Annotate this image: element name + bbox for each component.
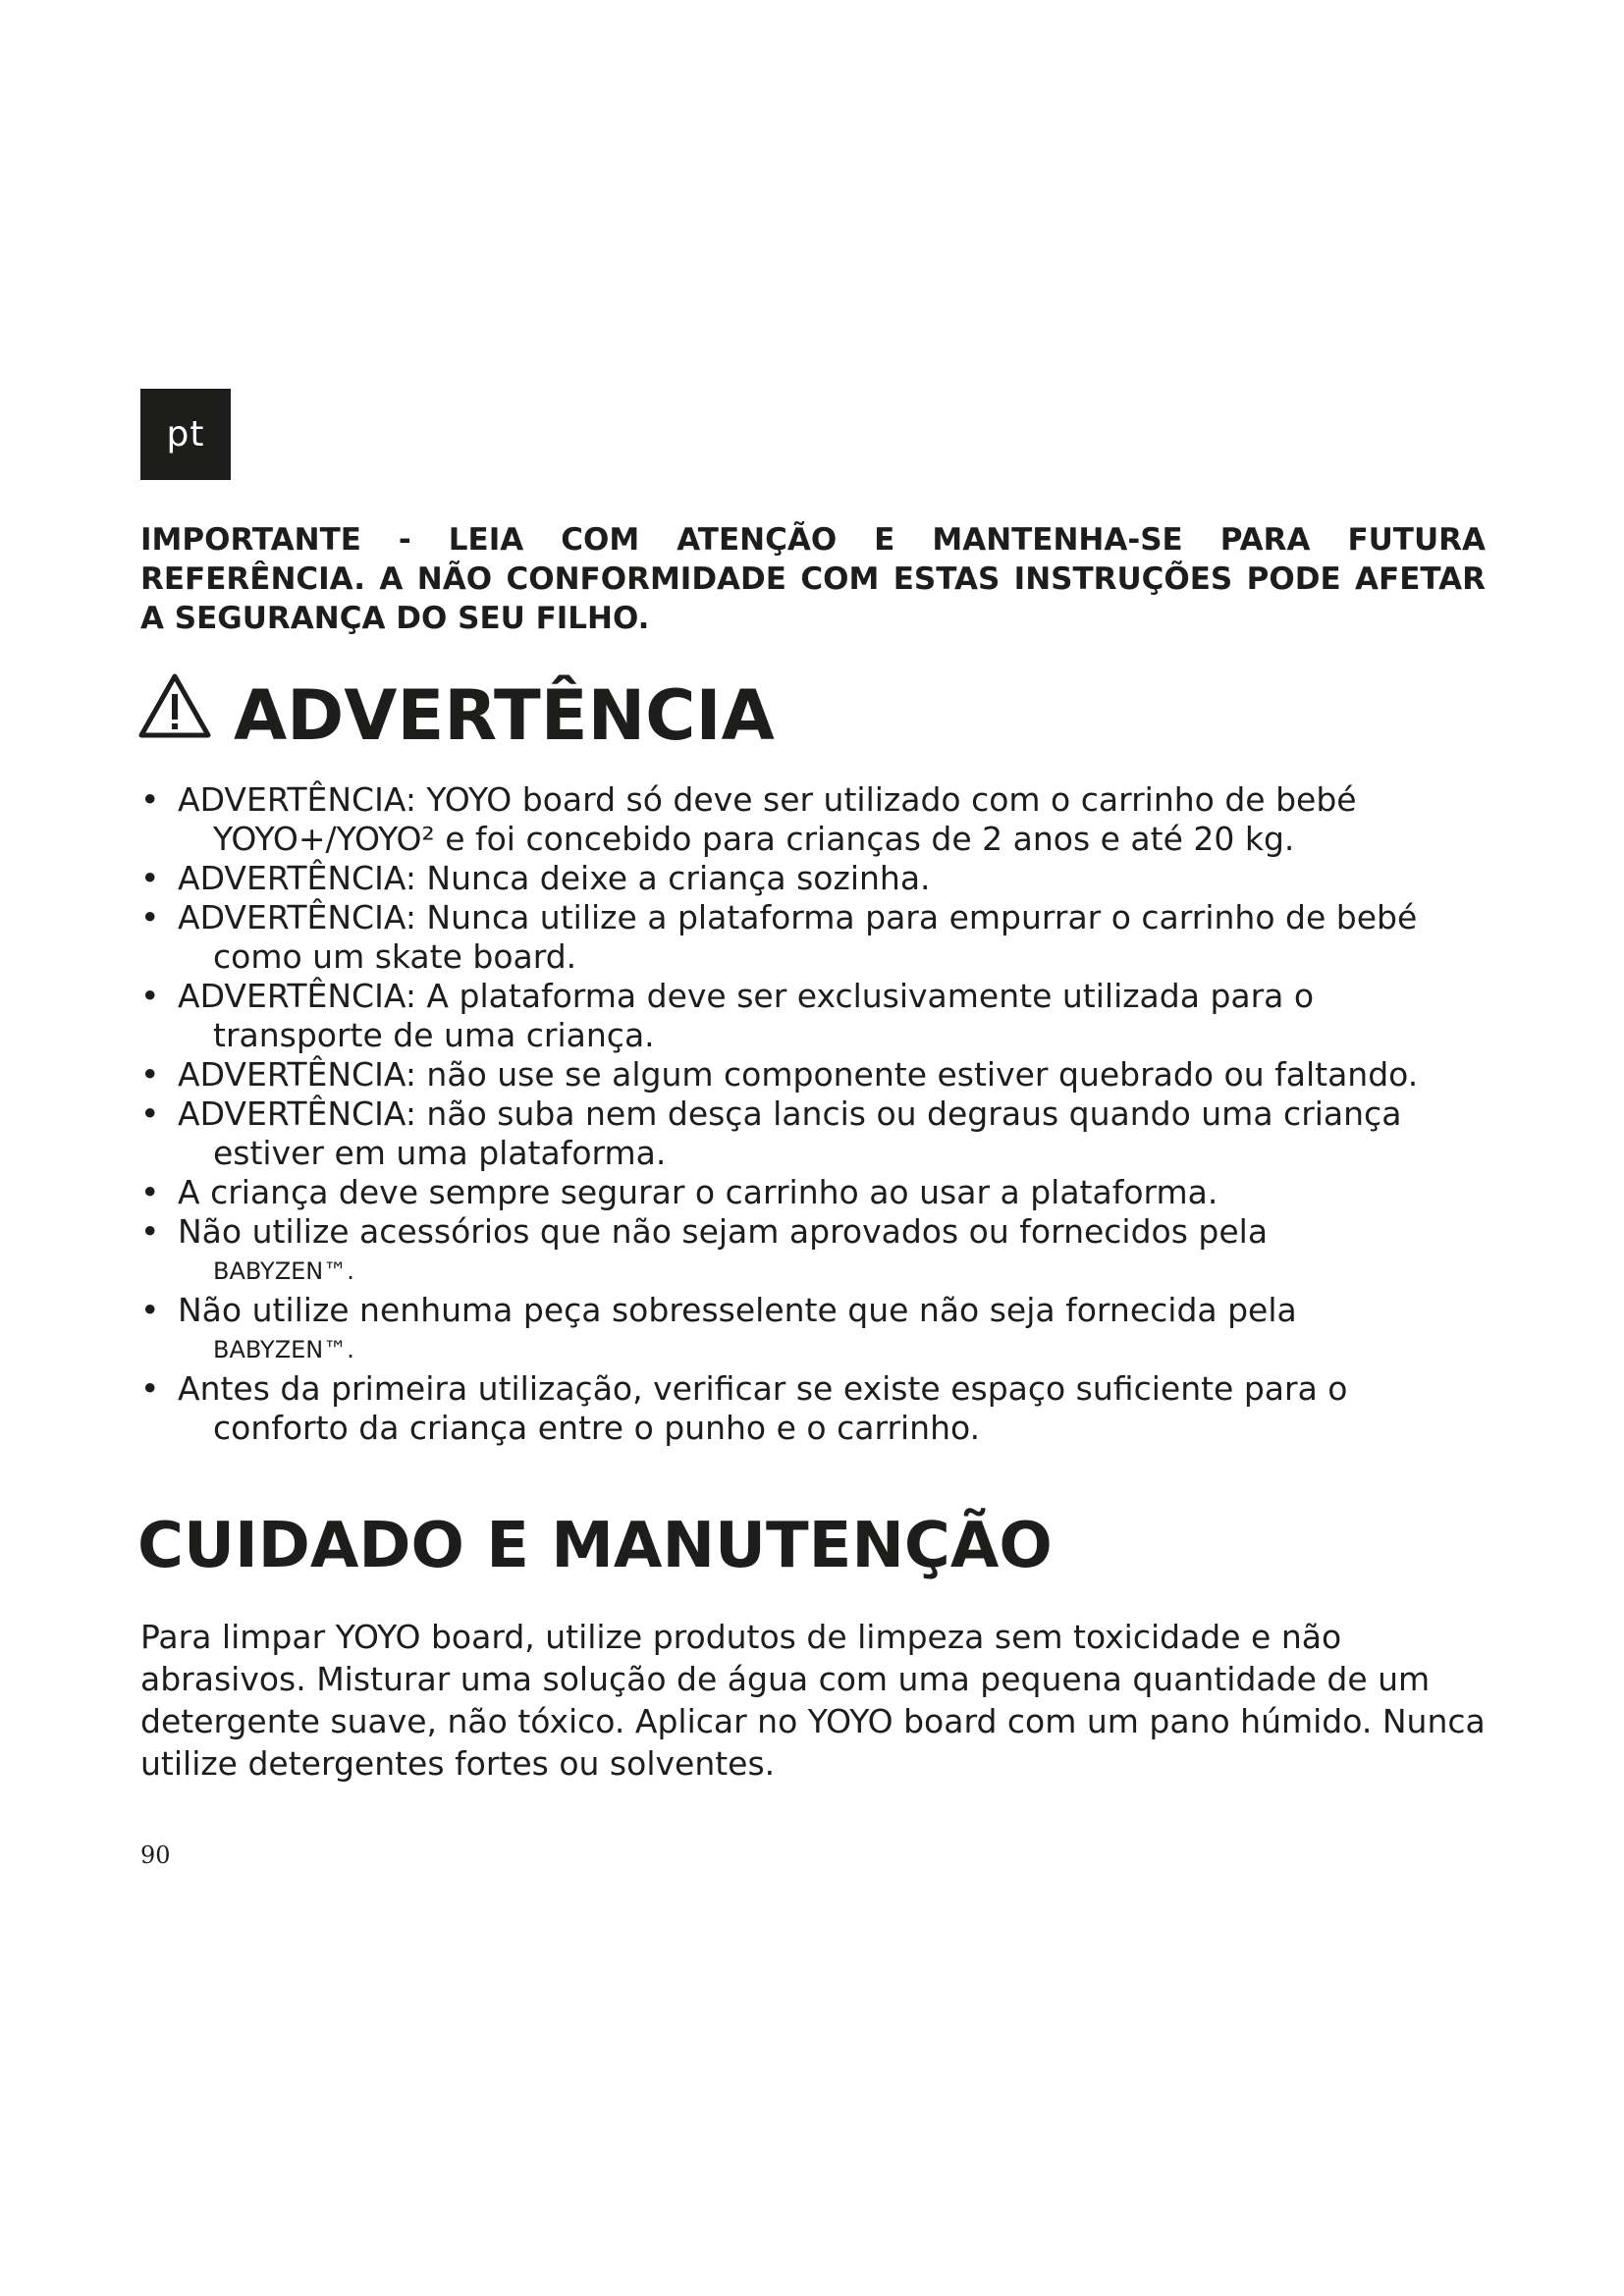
warning-text-continued: conforto da criança entre o punho e o carrinho. xyxy=(213,1409,981,1447)
list-item xyxy=(140,780,1486,859)
language-tab xyxy=(140,389,231,480)
warning-title: ADVERTÊNCIA xyxy=(234,675,775,756)
care-heading: CUIDADO E MANUTENÇÃO xyxy=(137,1510,1053,1582)
bullet: • xyxy=(140,780,160,819)
bullet: • xyxy=(140,977,160,1015)
warning-text: ADVERTÊNCIA: Nunca utilize a plataforma para empurrar o carrinho de bebé xyxy=(178,898,1418,936)
list-item xyxy=(140,1212,1486,1291)
warning-text: A criança deve sempre segurar o carrinho ao usar a plataforma. xyxy=(178,1173,1218,1211)
language-tab-label: pt xyxy=(166,414,205,454)
warning-text: Não utilize nenhuma peça sobresselente que não seja fornecida pela xyxy=(178,1291,1297,1329)
warning-text-continued: BABYZEN™. xyxy=(213,1336,354,1363)
warning-text: Não utilize acessórios que não sejam aprovados ou fornecidos pela xyxy=(178,1212,1269,1251)
care-paragraph: Para limpar YOYO board, utilize produtos de limpeza sem toxicidade e não abrasivos. Misturar uma solução de água com uma pequena quantidade de um detergente suave, não tóxico. Aplicar no YOYO board com um pano húmido. Nunca utilize detergentes fortes ou solventes. xyxy=(140,1618,1486,1783)
warning-triangle-icon xyxy=(137,671,234,760)
warning-text: ADVERTÊNCIA: não use se algum componente estiver quebrado ou faltando. xyxy=(178,1055,1419,1094)
bullet: • xyxy=(140,859,160,897)
bullet: • xyxy=(140,1095,160,1133)
warning-text-continued: como um skate board. xyxy=(213,937,577,976)
bullet: • xyxy=(140,1369,160,1408)
list-item xyxy=(140,1291,1486,1369)
warning-text: ADVERTÊNCIA: não suba nem desça lancis ou degraus quando uma criança xyxy=(178,1095,1402,1133)
list-item xyxy=(140,1095,1486,1173)
warning-text-continued: BABYZEN™. xyxy=(213,1257,354,1285)
list-item xyxy=(140,1173,1486,1212)
warning-text-continued: YOYO+/YOYO² e foi concebido para crianças de 2 anos e até 20 kg. xyxy=(213,820,1295,858)
list-item xyxy=(140,977,1486,1055)
warning-text-continued: estiver em uma plataforma. xyxy=(213,1134,667,1172)
warning-text: ADVERTÊNCIA: A plataforma deve ser exclusivamente utilizada para o xyxy=(178,977,1315,1015)
list-item xyxy=(140,1055,1486,1095)
important-notice: IMPORTANTE - LEIA COM ATENÇÃO E MANTENHA-SE PARA FUTURA REFERÊNCIA. A NÃO CONFORMIDADE COM ESTAS INSTRUÇÕES PODE AFETAR A SEGURANÇA DO SEU FILHO. xyxy=(140,522,1486,636)
bullet: • xyxy=(140,1173,160,1211)
warning-text: Antes da primeira utilização, verificar se existe espaço suficiente para o xyxy=(178,1369,1348,1408)
bullet: • xyxy=(140,1212,160,1251)
list-item xyxy=(140,859,1486,898)
page-number: 90 xyxy=(140,1842,171,1869)
bullet: • xyxy=(140,1055,160,1094)
bullet: • xyxy=(140,1291,160,1329)
warning-heading xyxy=(137,671,775,760)
warning-text: ADVERTÊNCIA: Nunca deixe a criança sozinha. xyxy=(178,859,931,897)
list-item xyxy=(140,898,1486,977)
list-item xyxy=(140,1369,1486,1448)
warning-text-continued: transporte de uma criança. xyxy=(213,1016,655,1054)
warning-list xyxy=(140,780,1486,1448)
bullet: • xyxy=(140,898,160,936)
warning-text: ADVERTÊNCIA: YOYO board só deve ser utilizado com o carrinho de bebé xyxy=(178,780,1357,819)
